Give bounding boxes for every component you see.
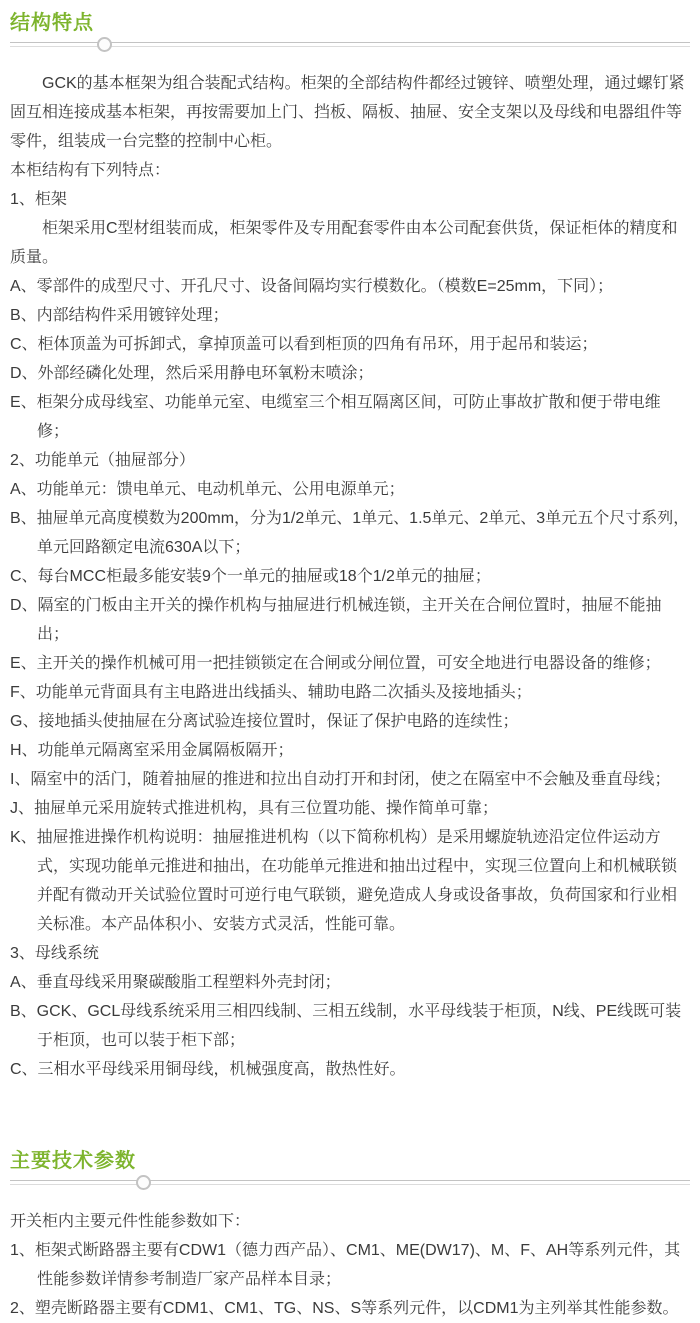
paragraph: C、三相水平母线采用铜母线，机械强度高，散热性好。 bbox=[10, 1061, 406, 1078]
paragraph: H、功能单元隔离室采用金属隔板隔开； bbox=[10, 742, 294, 759]
section-structure-features bbox=[10, 10, 690, 1084]
paragraph: K、抽屉推进操作机构说明：抽屉推进机构（以下简称机构）是采用螺旋轨迹沿定位件运动方式，实现功能单元推进和抽出，在功能单元推进和抽出过程中，实现三位置向上和机械联锁并配有微动开关试验位置时可逆行电气联锁，避免造成人身或设备事故，负荷国家和行业相关标准。本产品体积小、安装方式灵活，性能可靠。 bbox=[10, 829, 678, 933]
section-divider bbox=[10, 1180, 690, 1185]
paragraph: G、接地插头使抽屉在分离试验连接位置时，保证了保护电路的连续性； bbox=[10, 713, 519, 730]
divider-knob-icon bbox=[136, 1175, 151, 1190]
paragraph: D、隔室的门板由主开关的操作机构与抽屉进行机械连锁，主开关在合闸位置时，抽屉不能抽出； bbox=[10, 597, 662, 643]
paragraph: A、零部件的成型尺寸、开孔尺寸、设备间隔均实行模数化。（模数E=25mm，下同）； bbox=[10, 278, 614, 295]
divider-knob-icon bbox=[97, 37, 112, 52]
paragraph: B、抽屉单元高度模数为200mm，分为1/2单元、1单元、1.5单元、2单元、3单元五个尺寸系列，单元回路额定电流630A以下； bbox=[10, 510, 690, 556]
paragraph: GCK的基本框架为组合装配式结构。柜架的全部结构件都经过镀锌、喷塑处理，通过螺钉紧固互相连接成基本柜架，再按需要加上门、挡板、隔板、抽屉、安全支架以及母线和电器组件等零件，组装成一台完整的控制中心柜。 bbox=[10, 75, 685, 150]
paragraph: C、柜体顶盖为可拆卸式，拿掉顶盖可以看到柜顶的四角有吊环，用于起吊和装运； bbox=[10, 336, 598, 353]
paragraph: 2、塑壳断路器主要有CDM1、CM1、TG、NS、S等系列元件，以CDM1为主列举其性能参数。 bbox=[10, 1300, 679, 1317]
paragraph: I、隔室中的活门，随着抽屉的推进和拉出自动打开和封闭，使之在隔室中不会触及垂直母线； bbox=[10, 771, 671, 788]
paragraph: C、每台MCC柜最多能安装9个一单元的抽屉或18个1/2单元的抽屉； bbox=[10, 568, 491, 585]
paragraph: 1、柜架 bbox=[10, 191, 67, 208]
paragraph: 1、柜架式断路器主要有CDW1（德力西产品）、CM1、ME(DW17)、M、F、AH等系列元件，其性能参数详情参考制造厂家产品样本目录； bbox=[10, 1242, 681, 1288]
section-content-parameters bbox=[10, 1207, 690, 1323]
paragraph: B、内部结构件采用镀锌处理； bbox=[10, 307, 229, 324]
paragraph: B、GCK、GCL母线系统采用三相四线制、三相五线制，水平母线装于柜顶，N线、PE线既可装于柜顶，也可以装于柜下部； bbox=[10, 1003, 682, 1049]
section-content-structure bbox=[10, 69, 690, 1084]
paragraph: 3、母线系统 bbox=[10, 945, 99, 962]
section-heading-structure: 结构特点 bbox=[10, 12, 94, 34]
paragraph: J、抽屉单元采用旋转式推进机构，具有三位置功能、操作简单可靠； bbox=[10, 800, 499, 817]
paragraph: D、外部经磷化处理，然后采用静电环氧粉末喷涂； bbox=[10, 365, 374, 382]
paragraph: F、功能单元背面具有主电路进出线插头、辅助电路二次插头及接地插头； bbox=[10, 684, 532, 701]
paragraph: 本柜结构有下列特点： bbox=[10, 162, 171, 179]
paragraph: 开关柜内主要元件性能参数如下： bbox=[10, 1213, 251, 1230]
paragraph: 柜架采用C型材组装而成，柜架零件及专用配套零件由本公司配套供货，保证柜体的精度和质量。 bbox=[10, 220, 678, 266]
paragraph: E、主开关的操作机械可用一把挂锁锁定在合闸或分闸位置，可安全地进行电器设备的维修； bbox=[10, 655, 661, 672]
section-heading-parameters: 主要技术参数 bbox=[10, 1150, 136, 1172]
paragraph: A、功能单元：馈电单元、电动机单元、公用电源单元； bbox=[10, 481, 405, 498]
paragraph: 2、功能单元（抽屉部分） bbox=[10, 452, 195, 469]
paragraph: A、垂直母线采用聚碳酸脂工程塑料外壳封闭； bbox=[10, 974, 341, 991]
paragraph: E、柜架分成母线室、功能单元室、电缆室三个相互隔离区间，可防止事故扩散和便于带电维修； bbox=[10, 394, 661, 440]
section-technical-parameters bbox=[10, 1148, 690, 1323]
section-divider bbox=[10, 42, 690, 47]
